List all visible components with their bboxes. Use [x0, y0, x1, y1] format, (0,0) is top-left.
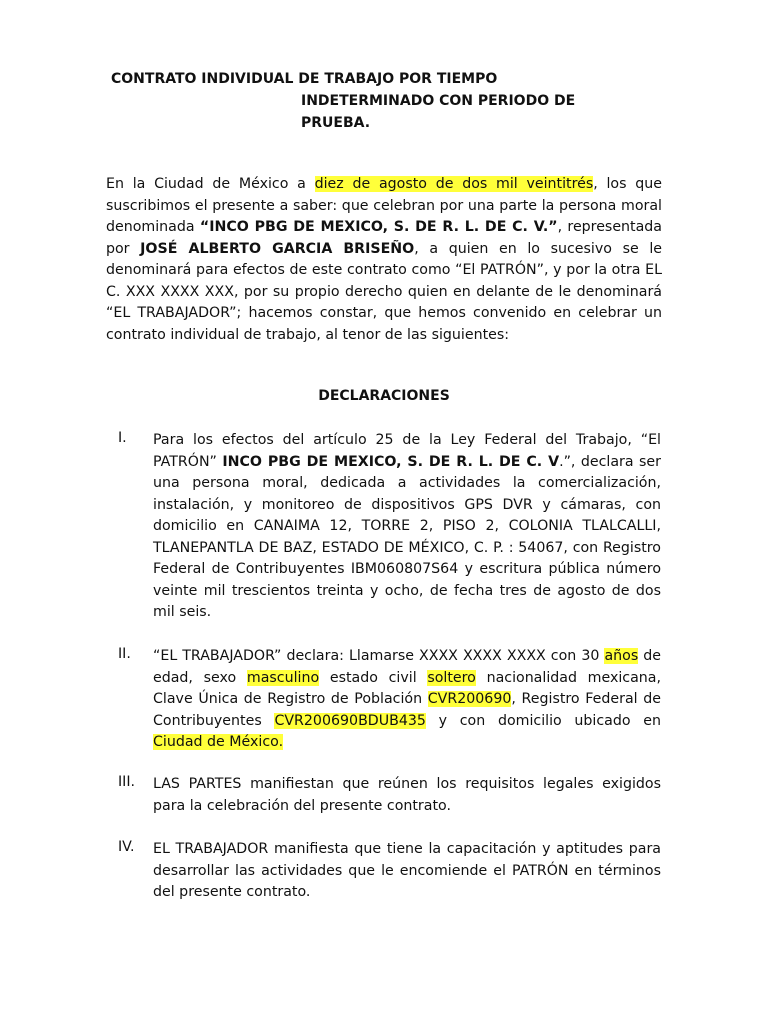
title-line-2: INDETERMINADO CON PERIODO DE — [301, 93, 576, 109]
address-highlight: Ciudad de México. — [153, 734, 284, 750]
date-highlight: diez de agosto de dos mil veintitrés — [314, 176, 594, 192]
item-2-text-e: , Registro Federal de Contribuyentes — [153, 691, 661, 729]
item-number: I. — [118, 430, 127, 446]
item-text — [153, 646, 661, 754]
civil-status-highlight: soltero — [427, 669, 476, 686]
item-number: II. — [118, 646, 131, 662]
title-line-1: CONTRATO INDIVIDUAL DE TRABAJO POR TIEMPO — [111, 71, 498, 87]
item-1-text-c: .”, declara ser una persona moral, dedicada a actividades la comercialización, instalación, y monitoreo de dispositivos GPS DVR y cámaras, con domicilio en CANAIMA 12, TORRE 2, PISO 2, COLONIA TLALCALLI, TLANEPANTLA DE BAZ, ESTADO DE MÉXICO, C. P. : 54067, con Registro Federal de Contribuyentes IBM060807S64 y escritura pública número veinte mil trescientos treinta y ocho, de fecha tres de agosto de dos mil seis. — [153, 453, 661, 620]
intro-text-2: , los que suscribimos el presente a saber: que celebran por una parte la persona moral denominada — [106, 176, 662, 235]
item-2-text-d: nacionalidad mexicana, Clave Única de Registro de Población — [153, 669, 661, 707]
title-line-3: PRUEBA. — [301, 115, 371, 131]
item-number: III. — [118, 774, 136, 790]
item-text: LAS PARTES manifiestan que reúnen los requisitos legales exigidos para la celebración del presente contrato. — [153, 776, 661, 814]
intro-paragraph — [106, 174, 662, 346]
curp-highlight: CVR200690 — [427, 691, 512, 707]
item-1-company: INCO PBG DE MEXICO, S. DE R. L. DE C. V — [222, 453, 560, 470]
item-2-text-c: estado civil — [319, 669, 428, 686]
age-unit-highlight: años — [604, 648, 639, 664]
item-text — [153, 430, 661, 624]
rfc-highlight: CVR200690BDUB435 — [274, 712, 426, 729]
item-number: IV. — [118, 839, 135, 855]
intro-text-4: , a quien en lo sucesivo se le denominará para efectos de este contrato como “El PATRÓN”, y por la otra EL C. XXX XXXX XXX, por su propio derecho quien en delante de le denominará “EL TRABAJADOR”; hacemos constar, que hemos convenido en celebrar un contrato individual de trabajo, al tenor de las siguientes: — [106, 240, 662, 343]
item-2-text-b: de edad, sexo — [153, 648, 662, 686]
representative-name: JOSÉ ALBERTO GARCIA BRISEÑO — [140, 240, 415, 257]
item-2-text-f: y con domicilio ubicado en — [425, 712, 661, 729]
intro-text-3: , representada por — [106, 219, 662, 257]
company-name: “INCO PBG DE MEXICO, S. DE R. L. DE C. V.” — [199, 219, 558, 235]
item-2-text-a: “EL TRABAJADOR” declara: Llamarse XXXX XXXX XXXX con 30 — [153, 648, 605, 664]
contract-title — [111, 68, 575, 134]
item-1-text-a: Para los efectos del artículo 25 de la Ley Federal del Trabajo, “El PATRÓN” — [153, 432, 661, 470]
intro-text-1: En la Ciudad de México a — [106, 176, 315, 192]
declaraciones-heading: DECLARACIONES — [318, 388, 450, 404]
sex-highlight: masculino — [246, 669, 320, 686]
item-text: EL TRABAJADOR manifiesta que tiene la capacitación y aptitudes para desarrollar las actividades que le encomiende el PATRÓN en términos del presente contrato. — [153, 841, 661, 900]
